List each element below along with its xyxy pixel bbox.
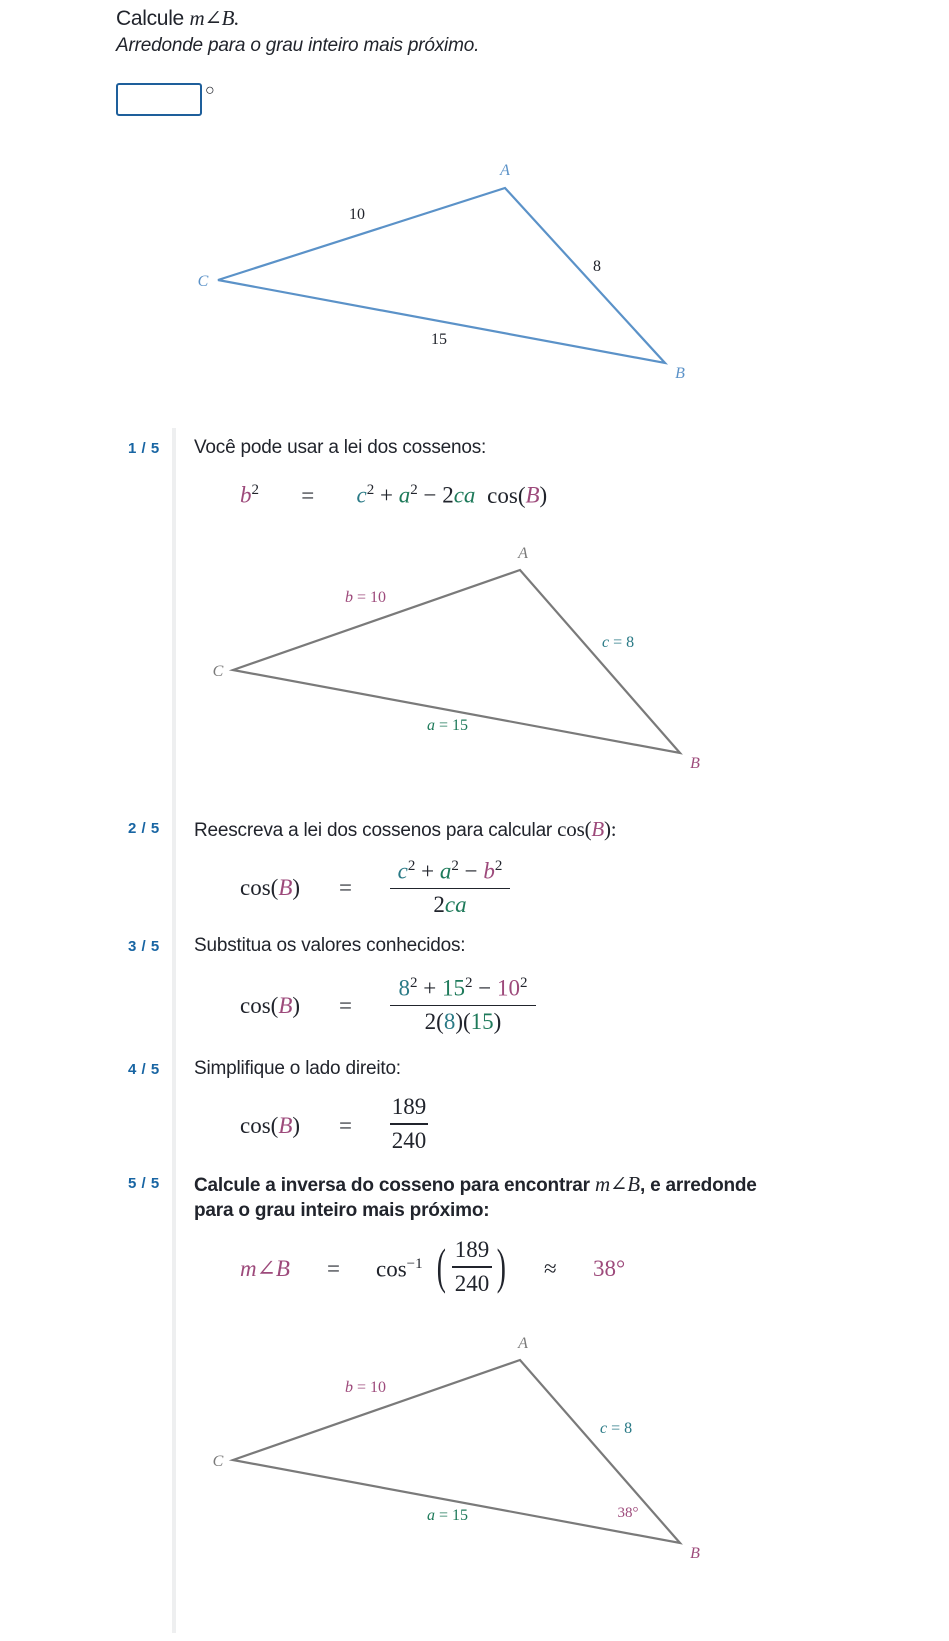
eq2-num-exp2: 2 bbox=[451, 858, 459, 874]
eq2-numerator bbox=[390, 858, 510, 885]
step-3-lhs bbox=[240, 993, 300, 1019]
step-1-text: Você pode usar a lei dos cossenos: bbox=[194, 437, 487, 458]
eq4-close: ) bbox=[292, 1113, 301, 1138]
eq5-equals: = bbox=[327, 1256, 340, 1281]
eq2-equals: = bbox=[339, 875, 352, 900]
side-cb-label: 15 bbox=[431, 331, 447, 348]
eq3-cos: cos( bbox=[240, 993, 279, 1018]
eq1-c-exp: 2 bbox=[366, 482, 375, 498]
side-b-label bbox=[345, 589, 386, 606]
vertex-b-label: B bbox=[690, 1545, 700, 1562]
eq2-fraction-bar bbox=[390, 888, 510, 890]
eq3-equals: = bbox=[339, 993, 352, 1018]
side-a-label bbox=[427, 1507, 468, 1524]
vertex-a-label: A bbox=[500, 162, 510, 179]
eq3-num-minus: − bbox=[472, 975, 497, 1001]
side-c-letter: c bbox=[602, 634, 610, 651]
eq1-close: ) bbox=[539, 482, 548, 508]
eq1-c: c bbox=[356, 482, 367, 508]
eq1-a-exp: 2 bbox=[410, 482, 418, 498]
eq3-den-15: 15 bbox=[470, 1009, 494, 1035]
eq5-approx: ≈ bbox=[544, 1256, 557, 1281]
eq5-numerator: 189 bbox=[454, 1237, 490, 1262]
step-2-text-B: B bbox=[591, 817, 604, 841]
side-a-value: = 15 bbox=[435, 717, 469, 734]
step-1-equation bbox=[240, 482, 547, 509]
eq3-fraction-bar bbox=[390, 1005, 536, 1007]
step-5-fraction bbox=[452, 1237, 492, 1297]
side-b-value: = 10 bbox=[353, 1379, 387, 1396]
eq2-num-exp3: 2 bbox=[494, 858, 503, 874]
step-2-number: 2 / 5 bbox=[128, 820, 160, 837]
eq2-num-minus: − bbox=[458, 858, 484, 884]
step-1-number: 1 / 5 bbox=[128, 440, 160, 457]
eq5-fraction-bar bbox=[452, 1266, 492, 1268]
eq2-B: B bbox=[278, 875, 293, 900]
eq3-den-mid: )( bbox=[455, 1009, 471, 1035]
triangle-figure-step1 bbox=[0, 530, 949, 780]
step-2-fraction bbox=[390, 858, 510, 918]
eq2-denominator bbox=[390, 892, 510, 918]
eq5-lhs: m∠B bbox=[240, 1256, 290, 1281]
vertex-b-label: B bbox=[675, 365, 685, 382]
question-subtitle: Arredonde para o grau inteiro mais próximo. bbox=[116, 35, 480, 56]
eq4-B: B bbox=[278, 1113, 293, 1138]
eq3-num-plus: + bbox=[417, 975, 442, 1001]
eq1-b-exp: 2 bbox=[251, 482, 259, 498]
eq1-b: b bbox=[240, 482, 252, 508]
vertex-c-label: C bbox=[212, 1453, 224, 1470]
side-c-letter: c bbox=[600, 1420, 608, 1437]
eq2-cos: cos( bbox=[240, 875, 279, 900]
side-c-label bbox=[602, 634, 634, 651]
side-a-value: = 15 bbox=[435, 1507, 469, 1524]
eq3-num-8: 8 bbox=[398, 975, 411, 1001]
question-title-math: m∠B. bbox=[189, 6, 240, 30]
eq5-result: 38° bbox=[593, 1256, 626, 1281]
side-a-label bbox=[427, 717, 468, 734]
eq1-a: a bbox=[398, 482, 411, 508]
eq3-num-15: 15 bbox=[442, 975, 465, 1001]
eq3-B: B bbox=[278, 993, 293, 1018]
eq3-denominator bbox=[390, 1009, 536, 1035]
eq2-num-plus: + bbox=[415, 858, 440, 884]
vertex-a-label: A bbox=[518, 1335, 528, 1352]
side-b-value: = 10 bbox=[353, 589, 387, 606]
side-c-label bbox=[600, 1420, 632, 1437]
eq4-denominator: 240 bbox=[391, 1127, 427, 1153]
triangle-figure-main bbox=[0, 140, 949, 400]
side-b-letter: b bbox=[345, 589, 353, 606]
eq3-num-exp1: 2 bbox=[410, 975, 418, 991]
degree-symbol: ○ bbox=[205, 82, 215, 99]
vertex-a-label: A bbox=[518, 545, 528, 562]
side-b-letter: b bbox=[345, 1379, 353, 1396]
eq2-num-exp1: 2 bbox=[407, 858, 416, 874]
side-c-value: = 8 bbox=[609, 634, 635, 651]
step-3-fraction bbox=[390, 975, 536, 1035]
eq4-numerator: 189 bbox=[391, 1094, 427, 1119]
eq2-den-ca: ca bbox=[444, 892, 467, 918]
side-c-value: = 8 bbox=[607, 1420, 633, 1437]
eq5-cos-inv bbox=[376, 1256, 423, 1283]
eq5-denominator: 240 bbox=[454, 1270, 490, 1296]
question-title-text: Calcule bbox=[116, 7, 184, 30]
eq5-cos: cos bbox=[376, 1256, 407, 1282]
eq1-cos: cos( bbox=[487, 482, 526, 508]
step-5-text-a: Calcule a inversa do cosseno para encontrar bbox=[194, 1175, 590, 1196]
step-2-text bbox=[194, 817, 616, 842]
step-4-fraction bbox=[390, 1094, 428, 1154]
step-5-text-line2: para o grau inteiro mais próximo: bbox=[194, 1200, 490, 1221]
step-2-text-close: ): bbox=[604, 817, 617, 841]
eq1-plus: + bbox=[379, 482, 393, 508]
step-2-text-cos: cos( bbox=[557, 817, 592, 841]
side-a-letter: a bbox=[427, 1507, 435, 1524]
eq4-fraction-bar bbox=[390, 1123, 428, 1125]
eq5-cos-exp: −1 bbox=[406, 1256, 423, 1272]
eq3-close: ) bbox=[292, 993, 301, 1018]
eq4-cos: cos( bbox=[240, 1113, 279, 1138]
eq3-den-8: 8 bbox=[443, 1009, 456, 1035]
side-ca-label: 10 bbox=[349, 206, 365, 223]
eq1-equals: = bbox=[301, 482, 315, 508]
eq3-num-10: 10 bbox=[496, 975, 520, 1001]
eq1-ca: ca bbox=[453, 482, 476, 508]
eq2-num-b: b bbox=[483, 858, 495, 884]
step-2-text-main: Reescreva a lei dos cossenos para calcular bbox=[194, 820, 553, 841]
question-title bbox=[116, 6, 239, 31]
angle-b-label: 38° bbox=[617, 1505, 639, 1521]
vertex-c-label: C bbox=[212, 663, 224, 680]
eq3-num-exp2: 2 bbox=[465, 975, 473, 991]
eq1-B: B bbox=[525, 482, 540, 508]
step-5-text-math: m∠B bbox=[594, 1172, 640, 1196]
step-4-lhs bbox=[240, 1113, 300, 1139]
side-ab-label: 8 bbox=[593, 258, 601, 275]
eq3-den-close: ) bbox=[493, 1009, 502, 1035]
eq5-close-paren: ) bbox=[496, 1238, 506, 1294]
eq1-minus: − bbox=[423, 482, 437, 508]
step-3-number: 3 / 5 bbox=[128, 938, 160, 955]
step-4-number: 4 / 5 bbox=[128, 1061, 160, 1078]
step-2-lhs bbox=[240, 875, 300, 901]
eq3-den-two: 2( bbox=[424, 1009, 444, 1035]
answer-input[interactable] bbox=[116, 83, 202, 116]
eq2-den-two: 2 bbox=[433, 892, 445, 918]
step-5-text bbox=[194, 1172, 814, 1223]
step-5-number: 5 / 5 bbox=[128, 1175, 160, 1192]
vertex-c-label: C bbox=[197, 273, 209, 290]
eq3-num-exp3: 2 bbox=[519, 975, 528, 991]
vertex-b-label: B bbox=[690, 755, 700, 772]
side-a-letter: a bbox=[427, 717, 435, 734]
triangle-figure-step5 bbox=[0, 1320, 949, 1570]
step-4-text: Simplifique o lado direito: bbox=[194, 1058, 401, 1079]
eq2-num-c: c bbox=[397, 858, 408, 884]
side-b-label bbox=[345, 1379, 386, 1396]
eq2-close: ) bbox=[292, 875, 301, 900]
step-3-text: Substitua os valores conhecidos: bbox=[194, 935, 466, 956]
eq5-open-paren: ( bbox=[436, 1238, 446, 1294]
eq4-equals: = bbox=[339, 1113, 352, 1138]
eq2-num-a: a bbox=[439, 858, 452, 884]
step-5-text-b: , e arredonde bbox=[639, 1175, 757, 1196]
eq1-two: 2 bbox=[442, 482, 454, 508]
eq3-numerator bbox=[390, 975, 536, 1002]
